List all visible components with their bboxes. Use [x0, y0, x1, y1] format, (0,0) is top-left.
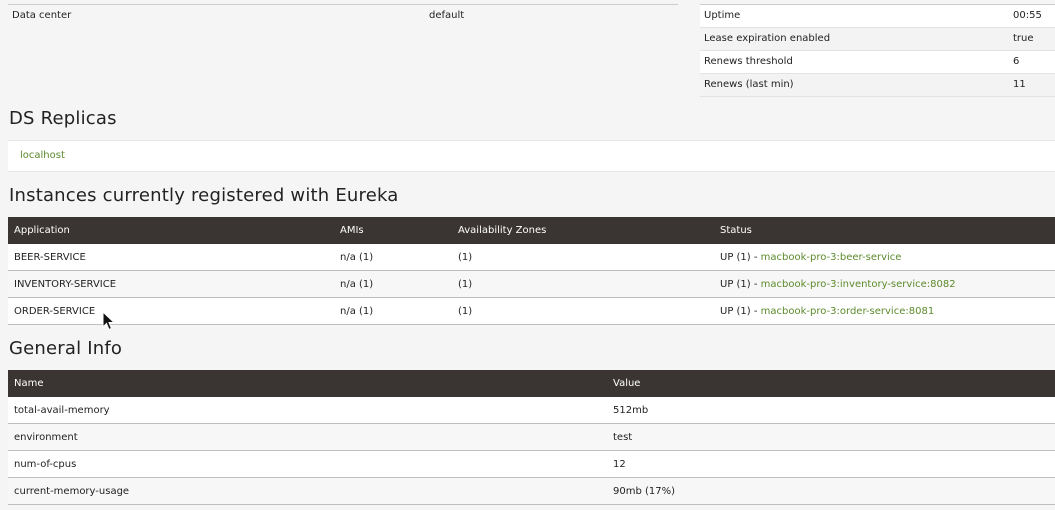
- env-name: Data center: [12, 10, 72, 21]
- instance-link[interactable]: macbook-pro-3:beer-service: [760, 251, 902, 263]
- info-name: current-memory-usage: [8, 478, 607, 505]
- env-row-data-center: [8, 4, 678, 27]
- app-amis: n/a (1): [334, 271, 452, 298]
- status-prefix: UP (1) -: [720, 278, 761, 290]
- table-row: [8, 397, 1055, 424]
- replica-link-localhost[interactable]: localhost: [20, 150, 65, 161]
- table-row: [8, 451, 1055, 478]
- status-name: Uptime: [704, 10, 741, 21]
- info-name: total-avail-memory: [8, 397, 607, 424]
- instance-link[interactable]: macbook-pro-3:inventory-service:8082: [760, 278, 956, 290]
- info-value: test: [607, 424, 1055, 451]
- status-row-renews-threshold: [700, 51, 1055, 74]
- app-amis: n/a (1): [334, 298, 452, 325]
- status-value: 00:55: [1013, 10, 1042, 21]
- table-row: [8, 424, 1055, 451]
- general-info-table: [8, 370, 1055, 505]
- instances-heading: Instances currently registered with Eureka: [9, 185, 399, 206]
- general-info-heading: General Info: [9, 338, 123, 359]
- status-prefix: UP (1) -: [720, 251, 761, 263]
- col-availability-zones: Availability Zones: [452, 217, 714, 244]
- status-prefix: UP (1) -: [720, 305, 761, 317]
- table-row: [8, 478, 1055, 505]
- replicas-list: [8, 140, 1055, 172]
- app-status: [714, 298, 1055, 325]
- table-row: [8, 271, 1055, 298]
- app-name: BEER-SERVICE: [8, 244, 334, 271]
- status-value: 11: [1013, 79, 1026, 90]
- status-row-renews-last-min: [700, 74, 1055, 97]
- table-row: [8, 298, 1055, 325]
- status-name: Lease expiration enabled: [704, 33, 831, 44]
- table-row: [8, 244, 1055, 271]
- instances-header-row: [8, 217, 1055, 244]
- app-status: [714, 271, 1055, 298]
- replicas-heading: DS Replicas: [9, 108, 117, 129]
- status-row-lease: [700, 28, 1055, 51]
- status-row-uptime: [700, 5, 1055, 28]
- col-name: Name: [8, 370, 607, 397]
- status-name: Renews (last min): [704, 79, 794, 90]
- env-value: default: [429, 10, 465, 21]
- col-status: Status: [714, 217, 1055, 244]
- app-name: ORDER-SERVICE: [8, 298, 334, 325]
- status-value: 6: [1013, 56, 1020, 67]
- status-name: Renews threshold: [704, 56, 793, 67]
- instances-table: [8, 217, 1055, 325]
- instance-link[interactable]: macbook-pro-3:order-service:8081: [760, 305, 935, 317]
- app-zones: (1): [452, 298, 714, 325]
- environment-table: [8, 4, 678, 27]
- status-value: true: [1013, 33, 1034, 44]
- info-value: 12: [607, 451, 1055, 478]
- mouse-cursor-icon: [102, 311, 116, 331]
- general-header-row: [8, 370, 1055, 397]
- app-zones: (1): [452, 244, 714, 271]
- app-amis: n/a (1): [334, 244, 452, 271]
- info-value: 90mb (17%): [607, 478, 1055, 505]
- status-table: [700, 4, 1055, 97]
- app-name: INVENTORY-SERVICE: [8, 271, 334, 298]
- info-name: num-of-cpus: [8, 451, 607, 478]
- col-value: Value: [607, 370, 1055, 397]
- app-status: [714, 244, 1055, 271]
- app-zones: (1): [452, 271, 714, 298]
- col-amis: AMIs: [334, 217, 452, 244]
- info-name: environment: [8, 424, 607, 451]
- col-application: Application: [8, 217, 334, 244]
- info-value: 512mb: [607, 397, 1055, 424]
